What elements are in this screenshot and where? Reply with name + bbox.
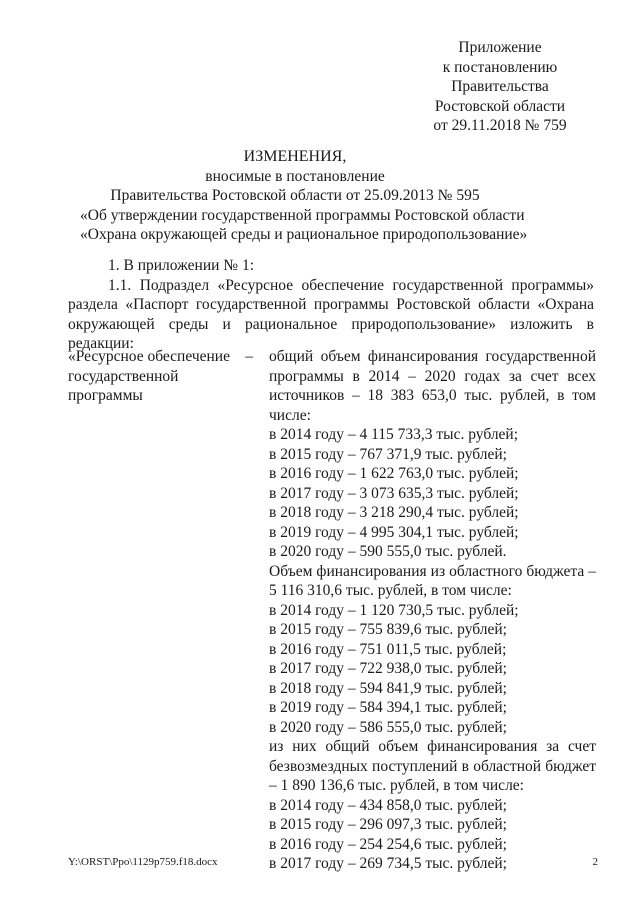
table-right-column xyxy=(269,347,596,874)
subtitle-line: «Об утверждении государственной программы Ростовской области xyxy=(80,206,525,224)
subtitle-line: Правительства Ростовской области от 25.09.2013 № 595 xyxy=(110,187,480,204)
document-heading xyxy=(80,147,528,245)
total-year-line: в 2020 году – 590 555,0 тыс. рублей. xyxy=(269,543,507,560)
page-number: 2 xyxy=(592,856,598,868)
regional-intro: Объем финансирования из областного бюджета – 5 116 310,6 тыс. рублей, в том числе: xyxy=(269,562,596,599)
subtitle-line: «Охрана окружающей среды и рациональное природопользование» xyxy=(80,226,528,243)
grants-year-line: в 2017 году – 269 734,5 тыс. рублей; xyxy=(269,855,507,872)
subtitle-line: вносимые в постановление xyxy=(205,167,385,185)
attachment-block xyxy=(410,38,590,136)
regional-year-line: в 2019 году – 584 394,1 тыс. рублей; xyxy=(269,699,507,716)
regional-year-line: в 2018 году – 594 841,9 тыс. рублей; xyxy=(269,679,507,697)
total-year-line: в 2014 году – 4 115 733,3 тыс. рублей; xyxy=(269,426,519,443)
point-1-1: 1.1. Подраздел «Ресурсное обеспечение государственной программы» раздела «Паспорт государственной программы Ростовской области «Охрана окружающей среды и рациональное природопользование» изложить в редакции: xyxy=(68,276,594,352)
total-year-line: в 2015 году – 767 371,9 тыс. рублей; xyxy=(269,445,507,463)
attachment-line: Правительства xyxy=(451,78,549,95)
footer-file-path: Y:\ORST\Ppo\1129p759.f18.docx xyxy=(68,856,218,868)
regional-year-line: в 2015 году – 755 839,6 тыс. рублей; xyxy=(269,621,507,638)
left-row-1 xyxy=(68,347,253,367)
total-year-line: в 2018 году – 3 218 290,4 тыс. рублей; xyxy=(269,504,519,521)
regional-year-line: в 2014 году – 1 120 730,5 тыс. рублей; xyxy=(269,601,519,619)
point-1: 1. В приложении № 1: xyxy=(108,257,255,274)
left-label-line-1: «Ресурсное обеспечение xyxy=(68,348,230,365)
document-body xyxy=(68,256,594,354)
regional-year-line: в 2020 году – 586 555,0 тыс. рублей; xyxy=(269,718,507,736)
grants-year-line: в 2014 году – 434 858,0 тыс. рублей; xyxy=(269,796,507,814)
regional-year-line: в 2017 году – 722 938,0 тыс. рублей; xyxy=(269,660,507,677)
grants-year-line: в 2016 году – 254 254,6 тыс. рублей; xyxy=(269,835,507,853)
grants-year-line: в 2015 году – 296 097,3 тыс. рублей; xyxy=(269,816,507,833)
left-dash: – xyxy=(245,348,253,365)
total-year-line: в 2016 году – 1 622 763,0 тыс. рублей; xyxy=(269,465,519,482)
left-label-line-2: государственной xyxy=(68,367,179,385)
table-left-column xyxy=(68,347,253,406)
left-label-line-3: программы xyxy=(68,387,143,404)
total-intro: общий объем финансирования государственной программы в 2014 – 2020 годах за счет всех источников – 18 383 653,0 тыс. рублей, в том числе: xyxy=(269,348,596,424)
grants-intro: из них общий объем финансирования за счет безвозмездных поступлений в областной бюджет – 1 890 136,6 тыс. рублей, в том числе: xyxy=(269,738,596,794)
attachment-line: от 29.11.2018 № 759 xyxy=(433,117,567,134)
regional-year-line: в 2016 году – 751 011,5 тыс. рублей; xyxy=(269,640,507,658)
attachment-line: Ростовской области xyxy=(434,97,566,115)
attachment-line: Приложение xyxy=(458,39,542,56)
document-title: ИЗМЕНЕНИЯ, xyxy=(243,148,347,165)
total-year-line: в 2019 году – 4 995 304,1 тыс. рублей; xyxy=(269,523,519,541)
total-year-line: в 2017 году – 3 073 635,3 тыс. рублей; xyxy=(269,484,519,502)
attachment-line: к постановлению xyxy=(442,58,558,76)
